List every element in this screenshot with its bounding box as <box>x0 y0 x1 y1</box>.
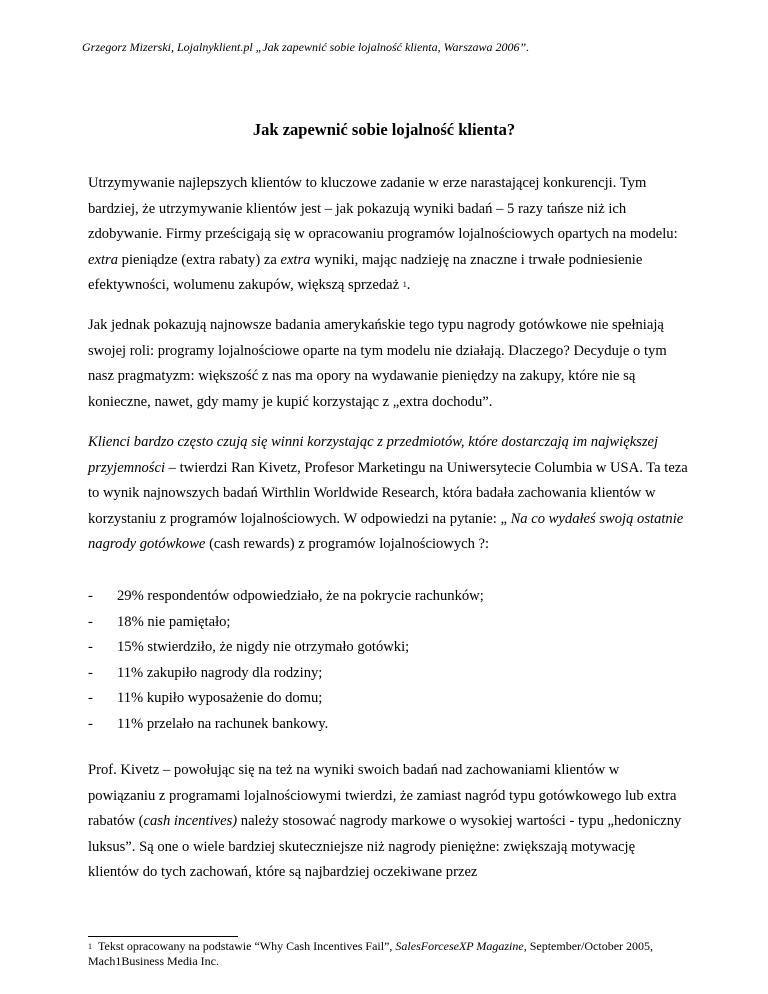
document-title: Jak zapewnić sobie lojalność klienta? <box>252 120 516 139</box>
list-item <box>88 712 688 738</box>
paragraph-text: pieniądze (extra rabaty) za <box>118 251 281 268</box>
paragraph-text: (cash rewards) z programów lojalnościowych ?: <box>205 536 490 553</box>
footnote-source-title: SalesForceseXP Magazine, <box>395 939 527 953</box>
footnote-mark: 1 <box>88 942 92 951</box>
list-dash: - <box>88 715 93 732</box>
paragraph-text: wyniki, mając nadzieję na znaczne i trwałe podniesienie efektywności, wolumenu zakupów, większą sprzedaż <box>88 251 643 294</box>
survey-results-list <box>88 584 688 738</box>
emphasis-cash-incentives: cash incentives) <box>143 813 238 830</box>
list-item <box>88 661 688 687</box>
paragraph-text: Utrzymywanie najlepszych klientów to kluczowe zadanie w erze narastającej konkurencji. Tym bardziej, że utrzymywanie klientów jest – jak pokazują wyniki badań – 5 razy tańsze niż ich zdobywanie. Firmy prześcigają się w opracowaniu programów lojalnościowych opartych na modelu: <box>88 175 678 243</box>
list-item-text: 11% przelało na rachunek bankowy. <box>117 715 329 732</box>
emphasis-extra: extra <box>280 251 311 268</box>
list-dash: - <box>88 588 93 604</box>
paragraph-text: należy stosować nagrody markowe o wysokiej wartości - typu „hedoniczny luksus”. Są one o wiele bardziej skuteczniejsze niż nagrody pieniężne: zwiększają motywację klientów do tych zachowań, które są najbardziej oczekiwane przez <box>88 813 682 881</box>
list-item <box>88 686 688 712</box>
list-item-text: 11% zakupiło nagrody dla rodziny; <box>117 664 323 681</box>
list-dash: - <box>88 639 93 656</box>
paragraph-text: Prof. Kivetz – powołując się na też na wyniki swoich badań nad zachowaniami klientów w powiązaniu z programami lojalnościowymi twierdzi, że zamiast nagród typu gotówkowego lub extra rabatów ( <box>88 762 677 830</box>
list-item-text: 18% nie pamiętało; <box>117 613 231 630</box>
paragraph-kivetz-quote <box>88 430 688 558</box>
footnote-separator <box>88 936 238 937</box>
list-item <box>88 635 688 661</box>
paragraph-recommendation <box>88 758 688 886</box>
footnote-reference[interactable]: 1 <box>402 280 407 290</box>
footnote-text: Tekst opracowany na podstawie “Why Cash Incentives Fail”, <box>98 939 396 953</box>
footnote-text: September/October 2005, Mach1Business Media Inc. <box>88 939 654 968</box>
emphasis-extra: extra <box>88 251 118 268</box>
list-item-text: 29% respondentów odpowiedziało, że na pokrycie rachunków; <box>117 588 484 604</box>
survey-question: Na co wydałeś swoją ostatnie nagrody gotówkowe <box>88 510 684 553</box>
paragraph-intro <box>88 171 688 299</box>
running-header: Grzegorz Mizerski, Lojalnyklient.pl „Jak zapewnić sobie lojalność klienta, Warszawa 2006”. <box>82 40 530 54</box>
list-dash: - <box>88 613 93 630</box>
list-item-text: 15% stwierdziło, że nigdy nie otrzymało gotówki; <box>117 639 410 656</box>
list-dash: - <box>88 690 93 707</box>
quote-text: Klienci bardzo często czują się winni korzystając z przedmiotów, które dostarczają im największej przyjemności <box>88 434 659 476</box>
paragraph-text: . <box>406 277 411 294</box>
list-item <box>88 584 688 610</box>
list-dash: - <box>88 664 93 681</box>
paragraph-research <box>88 313 688 415</box>
paragraph-text: Jak jednak pokazują najnowsze badania amerykańskie tego typu nagrody gotówkowe nie spełniają swojej roli: programy lojalnościowe oparte na tym modelu nie działają. Dlaczego? Decyduje o tym nasz pragmatyzm: większość z nas ma opory na wydawanie pieniędzy na zakupy, które nie są konieczne, nawet, gdy mamy je kupić korzystając z „extra dochodu”. <box>88 317 667 410</box>
paragraph-text: – twierdzi Ran Kivetz, Profesor Marketingu na Uniwersytecie Columbia w USA. Ta teza to wynik najnowszych badań Wirthlin Worldwide Research, która badała zachowania klientów w korzystaniu z programów lojalnościowych. W odpowiedzi na pytanie: „ <box>88 459 688 527</box>
list-item-text: 11% kupiło wyposażenie do domu; <box>117 690 323 707</box>
footnote <box>88 939 688 969</box>
list-item <box>88 610 688 636</box>
